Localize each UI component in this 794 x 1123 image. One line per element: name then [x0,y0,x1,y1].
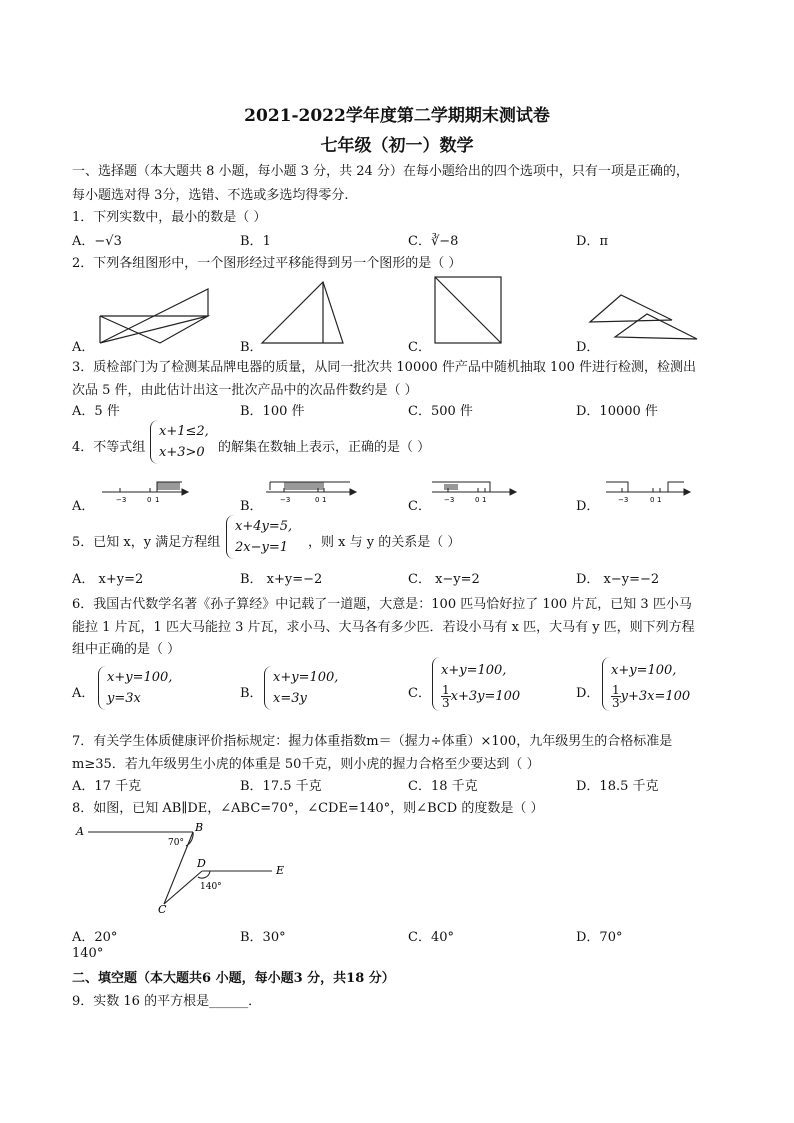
q3-option-a: A．5 件 [72,404,120,419]
q8-option-d: D．70° [576,930,623,945]
q1-a-label: A． [72,234,95,249]
q8-label-d: D [197,857,206,870]
q8-stray-text: 140° [72,946,104,961]
q8-label-b: B [195,821,204,834]
q1-stem: 1．下列实数中，最小的数是（ ） [72,210,267,225]
q4-a-tick-0: 0 [147,496,152,504]
q3-option-b: B．100 件 [240,404,305,419]
q8-angle-70: 70° [168,838,184,848]
q1-c-label: C． [408,234,431,249]
q2-stem: 2．下列各组图形中，一个图形经过平移能得到另一个图形的是（ ） [72,256,462,271]
q4-b-tick-1: 1 [322,496,327,504]
q6-c-label: C． [408,686,431,701]
q1-b-text: 1 [262,234,271,249]
q4-b-tick-neg3: −3 [280,496,291,504]
q8-option-a: A．20° [72,930,118,945]
q8-label-a: A [76,825,84,838]
q7-stem-line1: 7．有关学生体质健康评价指标规定：握力体重指数m＝（握力÷体重）×100，九年级男生的合格标准是 [72,734,673,749]
q5-eq1: x+4y=5, [235,519,293,534]
q6-c-eq2: x+3y=100 [450,689,521,704]
q1-b-label: B． [240,234,263,249]
q8-label-c: C [158,903,167,916]
q6-b-label: B． [240,686,263,701]
q4-c-tick-neg3: −3 [444,496,455,504]
q4-a-tick-neg3: −3 [116,496,127,504]
q6-stem-line2: 能拉 1 片瓦，1 匹大马能拉 3 片瓦，求小马、大马各有多少匹．若设小马有 x 匹，大马有 y 匹，则下列方程 [72,620,695,635]
q4-a-tick-1: 1 [155,496,160,504]
q3-stem-line2: 次品 5 件，由此估计出这一批次产品中的次品件数约是（ ） [72,383,418,398]
q4-eq2: x+3>0 [159,445,205,460]
q4-c-tick-1: 1 [482,496,487,504]
q6-d-frac-num: 1 [612,683,620,697]
q4-b-label: B． [240,499,263,514]
q8-label-e: E [276,864,285,877]
q1-d-label: D． [576,234,600,249]
q4-eq1: x+1≤2, [159,424,209,439]
q6-c-eq1: x+y=100, [441,663,507,678]
q6-c-frac-num: 1 [442,683,450,697]
section1-intro-line1: 一、选择题（本大题共 8 小题，每小题 3 分，共 24 分）在每小题给出的四个选项中，只有一项是正确的， [72,164,689,179]
q7-option-c: C．18 千克 [408,779,478,794]
q4-d-tick-0: 0 [650,496,655,504]
q4-stem-prefix: 4．不等式组 [72,440,146,455]
q4-d-tick-neg3: −3 [618,496,629,504]
q6-a-eq1: x+y=100, [107,670,173,685]
q6-a-eq2: y=3x [107,691,141,706]
q1-d-text: π [599,234,608,249]
q6-d-eq1: x+y=100, [611,663,677,678]
page-title: 2021-2022学年度第二学期期末测试卷 [244,106,550,126]
section2-heading: 二、填空题（本大题共6 小题，每小题3 分，共18 分） [72,971,395,986]
q8-option-c: C．40° [408,930,454,945]
q8-stem: 8．如图，已知 AB∥DE，∠ABC=70°，∠CDE=140°，则∠BCD 的度数是（ ） [72,801,544,816]
q6-stem-line3: 组中正确的是（ ） [72,642,181,657]
q6-b-eq1: x+y=100, [273,670,339,685]
q1-a-text: −√3 [94,234,122,249]
q3-option-d: D．10000 件 [576,404,658,419]
q4-d-label: D． [576,499,600,514]
q2-d-label: D． [576,340,600,355]
q9-stem: 9．实数 16 的平方根是______． [72,994,262,1009]
q4-c-tick-0: 0 [475,496,480,504]
page-subtitle: 七年级（初一）数学 [320,136,474,156]
q6-d-eq2: y+3x=100 [620,689,691,704]
q2-b-label: B． [240,340,263,355]
q8-option-b: B．30° [240,930,286,945]
q5-option-c: C． x−y=2 [408,572,480,587]
q4-stem-suffix: 的解集在数轴上表示，正确的是（ ） [218,440,431,455]
q3-stem-line1: 3．质检部门为了检测某品牌电器的质量，从同一批次共 10000 件产品中随机抽取 100 件进行检测，检测出 [72,360,696,375]
q7-option-b: B．17.5 千克 [240,779,322,794]
q5-stem-prefix: 5．已知 x，y 满足方程组 [72,535,221,550]
q2-c-label: C． [408,340,431,355]
q3-option-c: C．500 件 [408,404,473,419]
q4-a-label: A． [72,499,95,514]
q6-c-frac-den: 3 [442,696,450,710]
q7-option-a: A．17 千克 [72,779,142,794]
q1-c-text: ∛−8 [430,234,459,249]
q4-b-tick-0: 0 [315,496,320,504]
q5-option-d: D． x−y=−2 [576,572,660,587]
q5-option-a: A． x+y=2 [72,572,144,587]
q5-eq2: 2x−y=1 [235,540,289,555]
q6-b-eq2: x=3y [273,691,307,706]
q6-d-label: D． [576,686,600,701]
q6-a-label: A． [72,686,95,701]
section1-intro-line2: 每小题选对得 3分，选错、不选或多选均得零分. [72,188,349,203]
q4-d-tick-1: 1 [657,496,662,504]
q2-a-label: A． [72,340,95,355]
q8-angle-140: 140° [200,882,222,892]
q6-d-frac-den: 3 [612,696,620,710]
q5-stem-suffix: ，则 x 与 y 的关系是（ ） [308,535,461,550]
q5-option-b: B． x+y=−2 [240,572,323,587]
q7-option-d: D．18.5 千克 [576,779,659,794]
q6-stem-line1: 6．我国古代数学名著《孙子算经》中记载了一道题，大意是：100 匹马恰好拉了 100 片瓦，已知 3 匹小马 [72,597,692,612]
q7-stem-line2: m≥35．若九年级男生小虎的体重是 50千克，则小虎的握力合格至少要达到（ ） [72,757,540,772]
q4-c-label: C． [408,499,431,514]
